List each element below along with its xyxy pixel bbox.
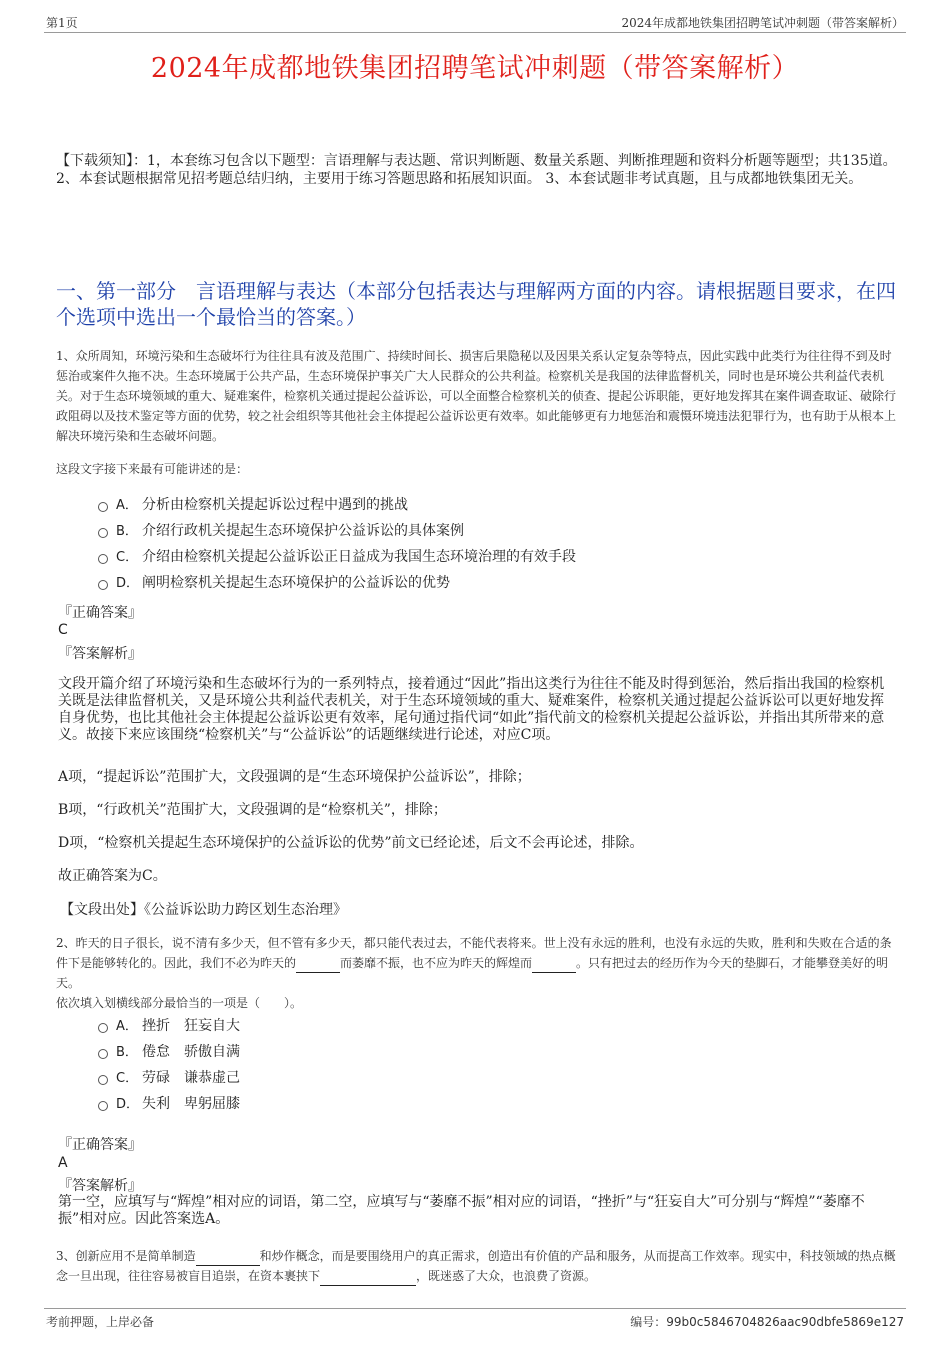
document-serial: 编号：99b0c5846704826aac90dbfe5869e127 — [630, 1315, 904, 1329]
analysis-conclusion: 故正确答案为C。 — [58, 868, 167, 884]
radio-icon[interactable] — [98, 528, 108, 538]
radio-icon[interactable] — [98, 580, 108, 590]
question-1-option-a[interactable]: A． 分析由检察机关提起诉讼过程中遇到的挑战 — [98, 495, 408, 515]
correct-answer: C — [58, 622, 68, 638]
question-1-option-b[interactable]: B． 介绍行政机关提起生态环境保护公益诉讼的具体案例 — [98, 521, 464, 541]
page-number: 第1页 — [46, 16, 78, 30]
footer-divider — [44, 1308, 906, 1309]
radio-icon[interactable] — [98, 1023, 108, 1033]
correct-answer: A — [58, 1155, 68, 1171]
question-1-option-d[interactable]: D． 阐明检察机关提起生态环境保护的公益诉讼的优势 — [98, 573, 450, 593]
radio-icon[interactable] — [98, 554, 108, 564]
document-title: 2024年成都地铁集团招聘笔试冲刺题（带答案解析） — [150, 53, 800, 84]
answer-heading: 『正确答案』 — [58, 1137, 142, 1153]
question-1-stem: 1、众所周知，环境污染和生态破坏行为往往具有波及范围广、持续时间长、损害后果隐秘以及因果关系认定复杂等特点，因此实践中此类行为往往得不到及时惩治或案件久拖不决。生态环境属于公共产品，生态环境保护事关广大人民群众的公共利益。检察机关是我国的法律监督机关，同时也是环境公共利益代表机关。对于生态环境领域的重大、疑难案件，检察机关通过提起公益诉讼，可以全面整合检察机关的侦查、提起公诉职能，更好地发挥其在案件调查取证、破除行政阻碍以及技术鉴定等方面的优势，较之社会组织等其他社会主体提起公益诉讼更有效率。如此能够更有力地惩治和震慑环境违法犯罪行为，也有助于从根本上解决环境污染和生态破坏问题。 — [56, 349, 897, 443]
question-1-option-c[interactable]: C． 介绍由检察机关提起公益诉讼正日益成为我国生态环境治理的有效手段 — [98, 547, 576, 567]
analysis-option-a: A项，“提起诉讼”范围扩大，文段强调的是“生态环境保护公益诉讼”，排除； — [58, 769, 531, 785]
fill-blank — [196, 1252, 260, 1266]
radio-icon[interactable] — [98, 1101, 108, 1111]
question-2-option-a[interactable]: A． 挫折 狂妄自大 — [98, 1016, 240, 1036]
analysis-heading: 『答案解析』 — [58, 646, 142, 662]
question-2-option-d[interactable]: D． 失利 卑躬屈膝 — [98, 1094, 240, 1114]
footer-slogan: 考前押题，上岸必备 — [46, 1315, 155, 1329]
question-3-stem: 3、创新应用不是简单制造 和炒作概念，而是要围绕用户的真正需求，创造出有价值的产品和服务，从而提高工作效率。现实中，科技领域的热点概念一旦出现，往往容易被盲目追崇，在资本裹挟下 ，既迷惑了大众，也浪费了资源。 — [56, 1246, 898, 1286]
header-divider — [44, 32, 906, 33]
analysis-option-d: D项，“检察机关提起生态环境保护的公益诉讼的优势”前文已经论述，后文不会再论述，排除。 — [58, 835, 644, 851]
radio-icon[interactable] — [98, 502, 108, 512]
question-1-prompt: 这段文字接下来最有可能讲述的是： — [56, 462, 249, 476]
question-2-analysis: 第一空，应填写与“辉煌”相对应的词语，第二空，应填写与“萎靡不振”相对应的词语，“挫折”与“狂妄自大”可分别与“辉煌”“萎靡不振”相对应。因此答案选A。 — [58, 1194, 865, 1227]
analysis-option-b: B项，“行政机关”范围扩大，文段强调的是“检察机关”，排除； — [58, 802, 447, 818]
question-1-analysis: 文段开篇介绍了环境污染和生态破坏行为的一系列特点，接着通过“因此”指出这类行为往往不能及时得到惩治，然后指出我国的检察机关既是法律监督机关，又是环境公共利益代表机关，对于生态环境领域的重大、疑难案件，检察机关通过提起公益诉讼可以更好地发挥自身优势，也比其他社会主体提起公益诉讼更有效率，尾句通过指代词“如此”指代前文的检察机关提起公益诉讼，并指出其所带来的意义。故接下来应该围绕“检察机关”与“公益诉讼”的话题继续进行论述，对应C项。 — [58, 676, 885, 743]
download-notice: 【下载须知】：1，本套练习包含以下题型：言语理解与表达题、常识判断题、数量关系题、判断推理题和资料分析题等题型；共135道。 2、本套试题根据常见招考题总结归纳，主要用于练习答题思路和拓展知识面。 3、本套试题非考试真题，且与成都地铁集团无关。 — [56, 153, 897, 187]
section-heading: 一、第一部分 言语理解与表达（本部分包括表达与理解两方面的内容。请根据题目要求，在四个选项中选出一个最恰当的答案。） — [56, 279, 896, 329]
question-2-option-c[interactable]: C． 劳碌 谦恭虚己 — [98, 1068, 240, 1088]
radio-icon[interactable] — [98, 1075, 108, 1085]
answer-heading: 『正确答案』 — [58, 605, 142, 621]
fill-blank — [296, 959, 340, 973]
fill-blank — [532, 959, 576, 973]
text-source: 【文段出处】《公益诉讼助力跨区划生态治理》 — [60, 902, 347, 918]
question-2-stem: 2、昨天的日子很长，说不清有多少天，但不管有多少天，都只能代表过去，不能代表将来。世上没有永远的胜利，也没有永远的失败，胜利和失败在合适的条件下是能够转化的。因此，我们不必为昨天的 而萎靡不振，也不应为昨天的辉煌而 。只有把过去的经历作为今天的垫脚石，才能攀登美好的明天。 — [56, 936, 892, 990]
radio-icon[interactable] — [98, 1049, 108, 1059]
fill-blank — [320, 1272, 416, 1286]
question-2-option-b[interactable]: B． 倦怠 骄傲自满 — [98, 1042, 240, 1062]
analysis-heading: 『答案解析』 — [58, 1178, 142, 1194]
running-title: 2024年成都地铁集团招聘笔试冲刺题（带答案解析） — [621, 16, 904, 30]
question-2-prompt: 依次填入划横线部分最恰当的一项是（ ）。 — [56, 996, 303, 1010]
